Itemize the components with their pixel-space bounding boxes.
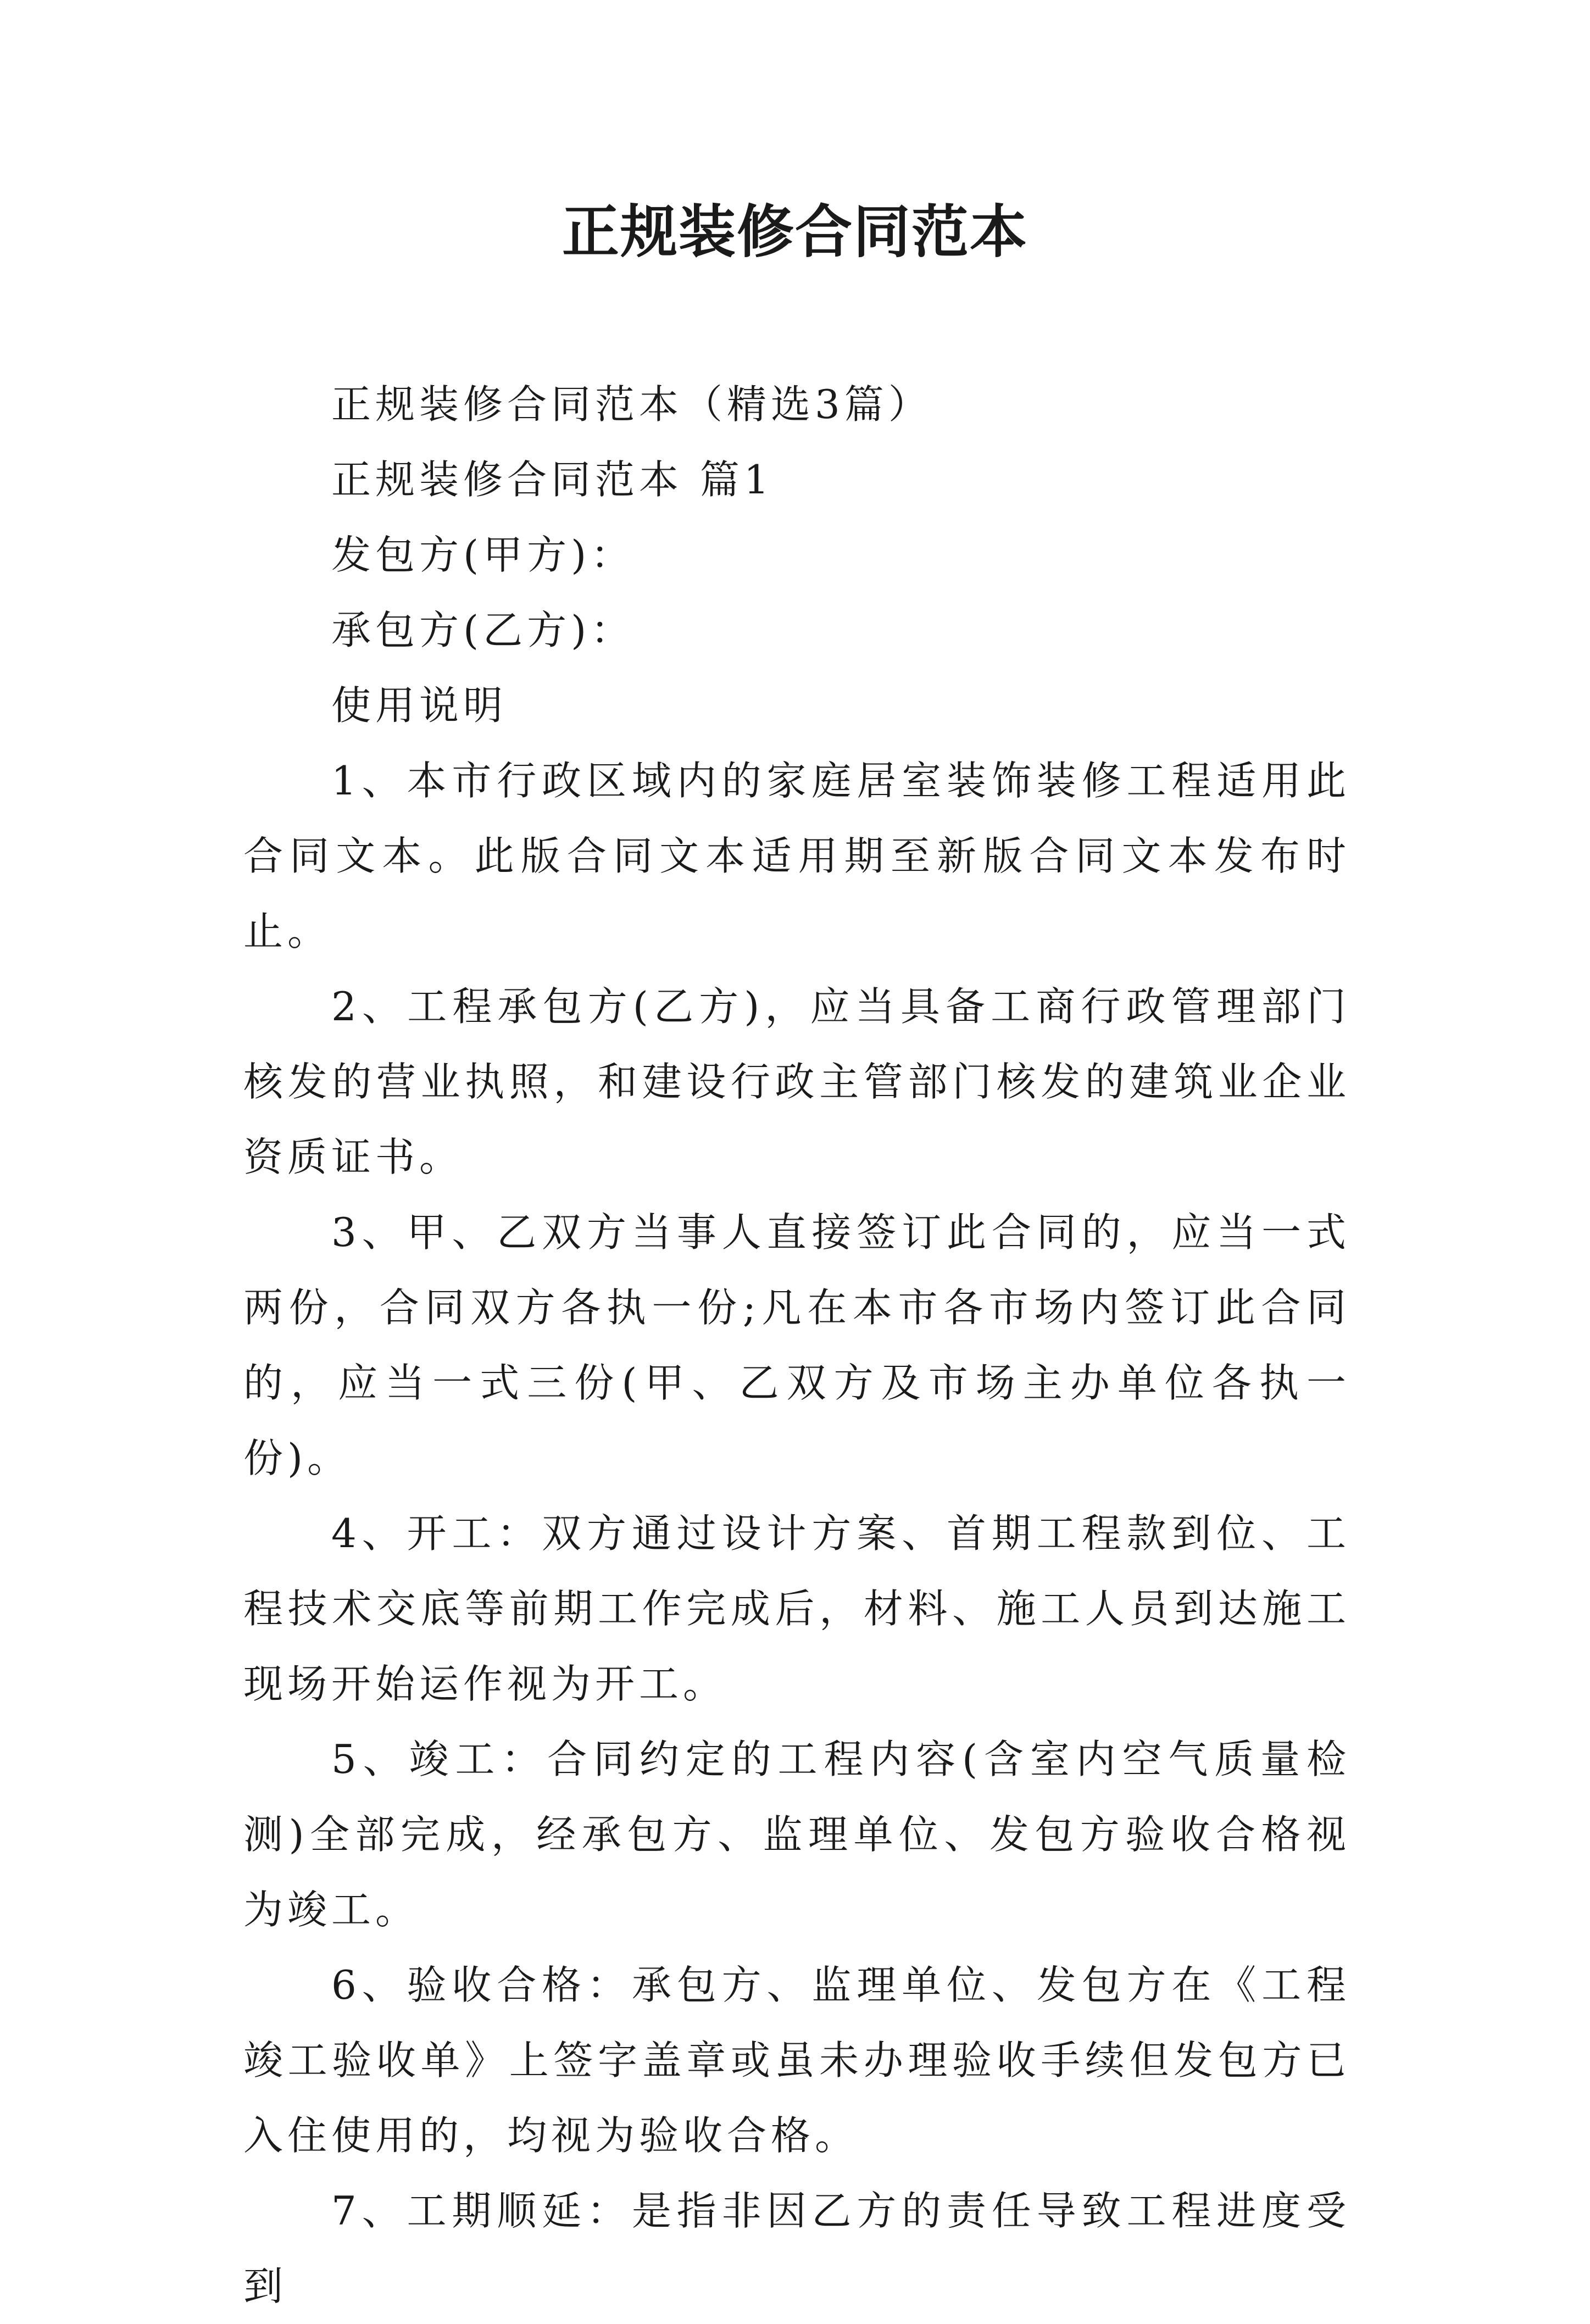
clause-paragraph: 5、竣工：合同约定的工程内容(含室内空气质量检测)全部完成，经承包方、监理单位、发包方验收合格视为竣工。 — [243, 1736, 1350, 1933]
subtitle-selection: 正规装修合同范本（精选3篇） — [331, 381, 932, 427]
clause-paragraph: 7、工期顺延：是指非因乙方的责任导致工程进度受到 — [243, 2188, 1350, 2309]
document-title: 正规装修合同范本 — [561, 198, 1028, 265]
clause-paragraph: 6、验收合格：承包方、监理单位、发包方在《工程竣工验收单》上签字盖章或虽未办理验收手续但发包方已入住使用的，均视为验收合格。 — [243, 1962, 1350, 2159]
clause-paragraph: 2、工程承包方(乙方)，应当具备工商行政管理部门核发的营业执照，和建设行政主管部门核发的建筑业企业资质证书。 — [243, 983, 1350, 1180]
clause-paragraph: 1、本市行政区域内的家庭居室装饰装修工程适用此合同文本。此版合同文本适用期至新版合同文本发布时止。 — [243, 758, 1350, 954]
party-b-line: 承包方(乙方)： — [331, 607, 635, 653]
clause-paragraph: 3、甲、乙双方当事人直接签订此合同的，应当一式两份，合同双方各执一份;凡在本市各市场内签订此合同的，应当一式三份(甲、乙双方及市场主办单位各执一份)。 — [243, 1209, 1350, 1481]
section-heading: 正规装修合同范本 篇1 — [331, 457, 774, 503]
usage-heading: 使用说明 — [331, 682, 508, 729]
clause-paragraph: 4、开工：双方通过设计方案、首期工程款到位、工程技术交底等前期工作完成后，材料、施工人员到达施工现场开始运作视为开工。 — [243, 1510, 1350, 1707]
document-body — [243, 367, 1350, 2324]
party-a-line: 发包方(甲方)： — [331, 532, 635, 578]
